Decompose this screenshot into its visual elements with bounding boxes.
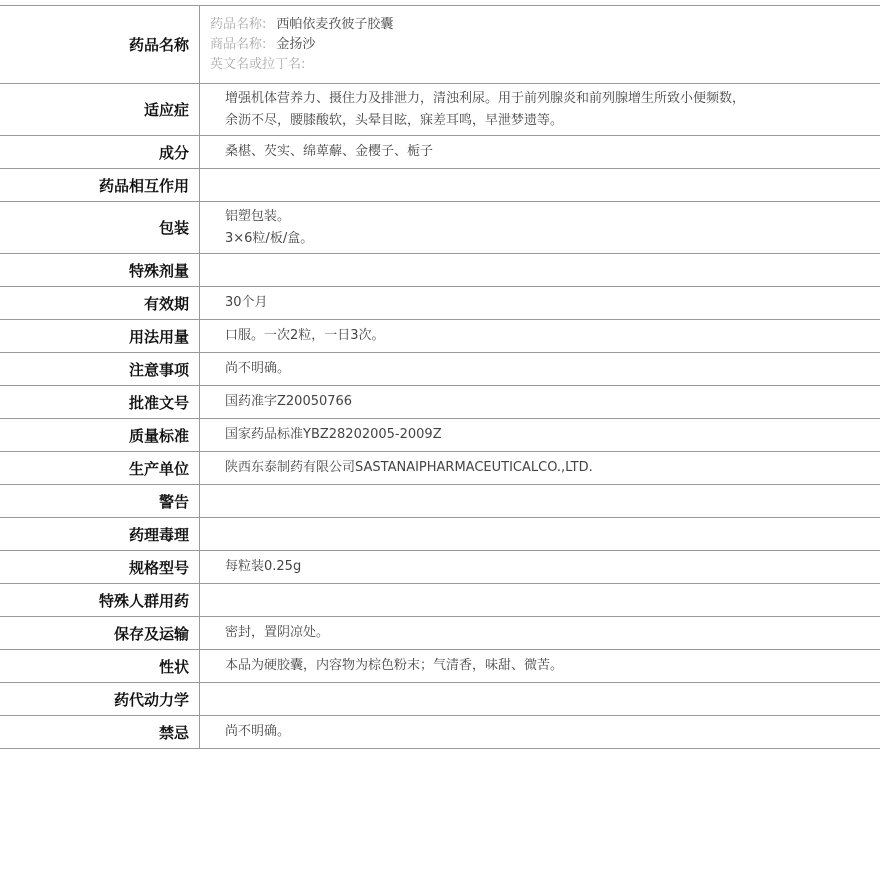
table-row xyxy=(0,518,880,551)
row-label: 成分 xyxy=(0,136,200,168)
table-row xyxy=(0,353,880,386)
generic-name-key: 药品名称: xyxy=(210,16,267,32)
value-line: 3×6粒/板/盒。 xyxy=(225,230,314,246)
row-value xyxy=(200,254,880,286)
table-row xyxy=(0,287,880,320)
row-value xyxy=(200,584,880,616)
row-value xyxy=(200,320,880,352)
row-value xyxy=(200,650,880,682)
row-label: 警告 xyxy=(0,485,200,517)
table-row xyxy=(0,386,880,419)
value-line: 每粒装0.25g xyxy=(225,559,302,574)
table-row xyxy=(0,716,880,749)
row-label: 质量标准 xyxy=(0,419,200,451)
row-label: 禁忌 xyxy=(0,716,200,748)
value-line: 国药准字Z20050766 xyxy=(225,394,353,409)
row-value xyxy=(200,202,880,253)
row-label: 注意事项 xyxy=(0,353,200,385)
english-name-line xyxy=(210,55,870,75)
row-label: 有效期 xyxy=(0,287,200,319)
row-value xyxy=(200,452,880,484)
value-line: 陕西东泰制药有限公司SASTANAIPHARMACEUTICALCO.,LTD. xyxy=(225,460,593,475)
row-drug-name xyxy=(0,6,880,84)
table-row xyxy=(0,650,880,683)
table-row xyxy=(0,617,880,650)
table-row xyxy=(0,254,880,287)
trade-name-line xyxy=(210,35,870,55)
value-line: 尚不明确。 xyxy=(225,361,291,376)
row-value xyxy=(200,551,880,583)
table-row xyxy=(0,84,880,136)
value-line: 余沥不尽，腰膝酸软，头晕目眩，寐差耳鸣，早泄梦遗等。 xyxy=(225,112,564,128)
row-label: 特殊剂量 xyxy=(0,254,200,286)
table-row xyxy=(0,452,880,485)
row-label: 药代动力学 xyxy=(0,683,200,715)
row-value xyxy=(200,84,880,135)
row-label: 适应症 xyxy=(0,84,200,135)
value-line: 30个月 xyxy=(225,295,268,310)
row-label: 规格型号 xyxy=(0,551,200,583)
trade-name-key: 商品名称: xyxy=(210,36,267,52)
row-label: 包装 xyxy=(0,202,200,253)
row-label: 批准文号 xyxy=(0,386,200,418)
row-value xyxy=(200,518,880,550)
drug-name-block xyxy=(200,6,880,83)
row-value xyxy=(200,617,880,649)
row-label: 保存及运输 xyxy=(0,617,200,649)
table-row xyxy=(0,320,880,353)
row-value xyxy=(200,419,880,451)
table-row xyxy=(0,584,880,617)
row-value xyxy=(200,353,880,385)
value-line: 口服。一次2粒，一日3次。 xyxy=(225,328,385,343)
row-value xyxy=(200,683,880,715)
value-line: 增强机体营养力、摄住力及排泄力，清浊利尿。用于前列腺炎和前列腺增生所致小便频数， xyxy=(225,90,746,106)
table-row xyxy=(0,551,880,584)
trade-name-value: 金扬沙 xyxy=(276,36,316,52)
row-label: 特殊人群用药 xyxy=(0,584,200,616)
row-value xyxy=(200,716,880,748)
value-line: 本品为硬胶囊，内容物为棕色粉末；气清香，味甜、微苦。 xyxy=(225,658,564,673)
table-row xyxy=(0,202,880,254)
drug-info-table xyxy=(0,5,880,749)
value-line: 尚不明确。 xyxy=(225,724,291,739)
row-value xyxy=(200,136,880,168)
value-line: 桑椹、芡实、绵萆薢、金樱子、栀子 xyxy=(225,144,434,159)
table-row xyxy=(0,136,880,169)
table-row xyxy=(0,169,880,202)
table-row xyxy=(0,419,880,452)
generic-name-line xyxy=(210,15,870,35)
generic-name-value: 西帕依麦孜彼子胶囊 xyxy=(276,16,394,32)
table-row xyxy=(0,683,880,716)
row-label: 药品名称 xyxy=(0,6,200,83)
english-name-key: 英文名或拉丁名: xyxy=(210,56,306,72)
row-label: 用法用量 xyxy=(0,320,200,352)
row-value xyxy=(200,485,880,517)
row-label: 药品相互作用 xyxy=(0,169,200,201)
row-value xyxy=(200,287,880,319)
row-label: 生产单位 xyxy=(0,452,200,484)
row-label: 性状 xyxy=(0,650,200,682)
row-label: 药理毒理 xyxy=(0,518,200,550)
value-line: 铝塑包装。 xyxy=(225,208,291,224)
table-row xyxy=(0,485,880,518)
info-rows xyxy=(0,84,880,749)
value-line: 密封，置阴凉处。 xyxy=(225,625,330,640)
row-value xyxy=(200,386,880,418)
row-value xyxy=(200,169,880,201)
value-line: 国家药品标准YBZ28202005-2009Z xyxy=(225,427,442,442)
